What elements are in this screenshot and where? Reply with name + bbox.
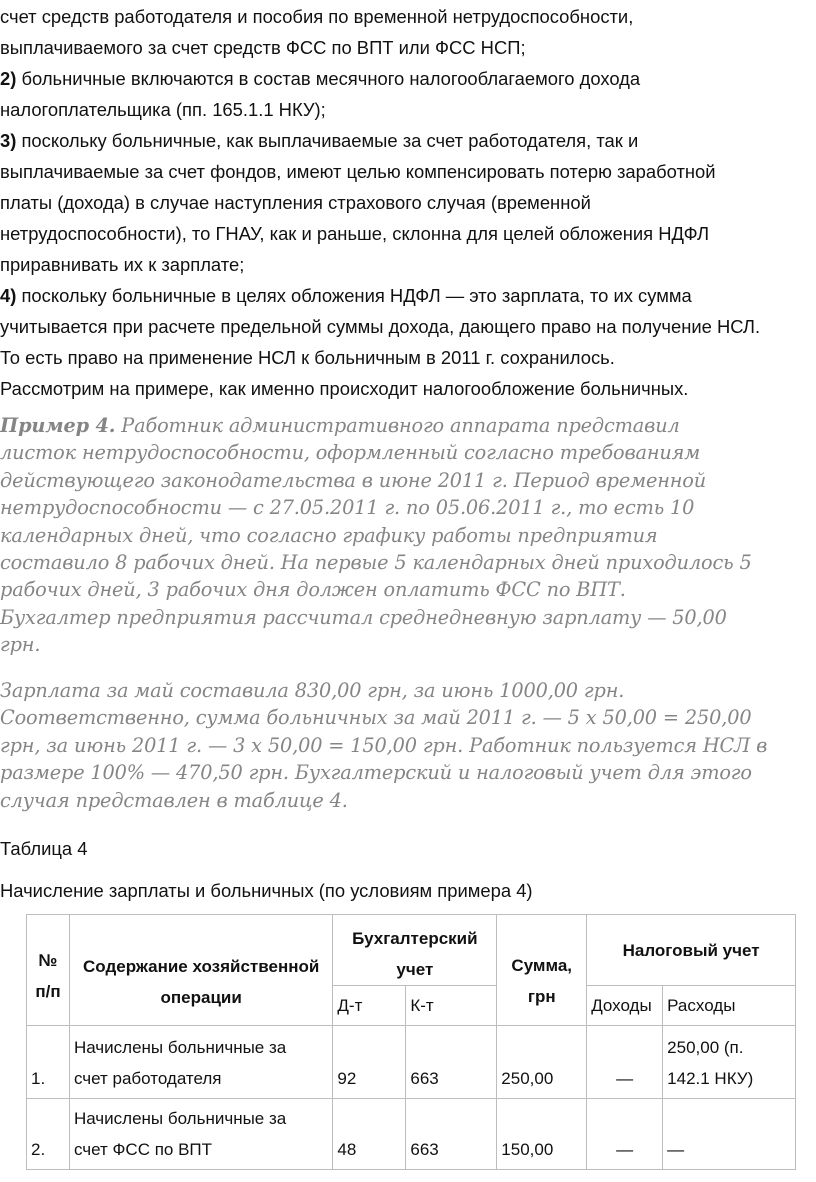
text-line: налогоплательщика (пп. 165.1.1 НКУ); (0, 99, 326, 120)
cell-debit: 48 (333, 1099, 406, 1170)
text-line: То есть право на применение НСЛ к больничным в 2011 г. сохранилось. (0, 347, 615, 368)
header-tax: Налоговый учет (587, 915, 796, 986)
item-text: поскольку больничные, как выплачиваемые за счет работодателя, так и (16, 130, 639, 151)
text-line: нетрудоспособности), то ГНАУ, как и раньше, склонна для целей обложения НДФЛ (0, 223, 710, 244)
list-item-4 (0, 280, 816, 404)
text-line: Соответственно, сумма больничных за май 2011 г. — 5 х 50,00 = 250,00 (0, 706, 752, 730)
text-line: действующего законодательства в июне 2011 г. Период временной (0, 468, 707, 492)
cell-debit: 92 (333, 1026, 406, 1099)
header-number: № п/п (27, 915, 70, 1026)
text-line: приравнивать их к зарплате; (0, 254, 245, 275)
text-line: выплачиваемого за счет средств ФСС по ВПТ или ФСС НСП; (0, 37, 526, 58)
header-credit: К-т (406, 986, 497, 1026)
text-line (0, 125, 816, 156)
intro-paragraph (0, 1, 816, 63)
text-line: грн, за июнь 2011 г. — 3 х 50,00 = 150,00 грн. Работник пользуется НСЛ в (0, 733, 768, 757)
cell-income: — (587, 1099, 663, 1170)
header-accounting: Бухгалтерский учет (333, 915, 497, 986)
example-text: Работник административного аппарата представил (115, 414, 680, 437)
example-paragraph-2 (0, 677, 816, 814)
cell-expense: 250,00 (п. 142.1 НКУ) (663, 1026, 796, 1099)
text-line (0, 63, 816, 94)
header-sum: Сумма, грн (497, 915, 587, 1026)
item-number: 4) (0, 285, 17, 306)
accounting-table (26, 914, 796, 1170)
item-text: больничные включаются в состав месячного налогооблагаемого дохода (16, 68, 641, 89)
text-line (0, 412, 816, 439)
cell-income: — (587, 1026, 663, 1099)
example-paragraph-1 (0, 412, 816, 659)
table-label: Таблица 4 (0, 838, 88, 859)
text-line: учитывается при расчете предельной суммы дохода, дающего право на получение НСЛ. (0, 316, 761, 337)
header-expense: Расходы (663, 986, 796, 1026)
table-row (27, 1099, 796, 1170)
text-line: календарных дней, что согласно графику работы предприятия (0, 523, 658, 547)
cell-credit: 663 (406, 1099, 497, 1170)
text-line: грн. (0, 633, 41, 657)
table-header-row (27, 915, 796, 986)
text-line (0, 280, 816, 311)
text-line: Бухгалтер предприятия рассчитал среднедневную зарплату — 50,00 (0, 605, 727, 629)
text-line: нетрудоспособности — с 27.05.2011 г. по 05.06.2011 г., то есть 10 (0, 496, 695, 520)
cell-number: 2. (27, 1099, 70, 1170)
list-item-3 (0, 125, 816, 280)
item-number: 3) (0, 130, 17, 151)
text-line: выплачиваемые за счет фондов, имеют целью компенсировать потерю заработной (0, 161, 716, 182)
text-line: размере 100% — 470,50 грн. Бухгалтерский и налоговый учет для этого (0, 761, 752, 785)
cell-expense: — (663, 1099, 796, 1170)
text-line: листок нетрудоспособности, оформленный согласно требованиям (0, 441, 701, 465)
cell-number: 1. (27, 1026, 70, 1099)
header-debit: Д-т (333, 986, 406, 1026)
header-income: Доходы (587, 986, 663, 1026)
table-title: Начисление зарплаты и больничных (по условиям примера 4) (0, 880, 533, 901)
text-line: рабочих дней, 3 рабочих дня должен оплатить ФСС по ВПТ. (0, 578, 626, 602)
item-text: поскольку больничные в целях обложения НДФЛ — это зарплата, то их сумма (16, 285, 692, 306)
text-line: случая представлен в таблице 4. (0, 788, 348, 812)
text-line: Рассмотрим на примере, как именно происходит налогообложение больничных. (0, 378, 689, 399)
cell-sum: 150,00 (497, 1099, 587, 1170)
text-line: составило 8 рабочих дней. На первые 5 календарных дней приходилось 5 (0, 551, 752, 575)
cell-operation: Начислены больничные за счет работодателя (69, 1026, 332, 1099)
cell-operation: Начислены больничные за счет ФСС по ВПТ (69, 1099, 332, 1170)
text-line: счет средств работодателя и пособия по временной нетрудоспособности, (0, 6, 634, 27)
table-row (27, 1026, 796, 1099)
text-line: платы (дохода) в случае наступления страхового случая (временной (0, 192, 591, 213)
item-number: 2) (0, 68, 17, 89)
text-line: Зарплата за май составила 830,00 грн, за июнь 1000,00 грн. (0, 679, 625, 702)
example-label: Пример 4. (0, 414, 116, 437)
cell-sum: 250,00 (497, 1026, 587, 1099)
cell-credit: 663 (406, 1026, 497, 1099)
list-item-2 (0, 63, 816, 125)
header-operation: Содержание хозяйственной операции (69, 915, 332, 1026)
